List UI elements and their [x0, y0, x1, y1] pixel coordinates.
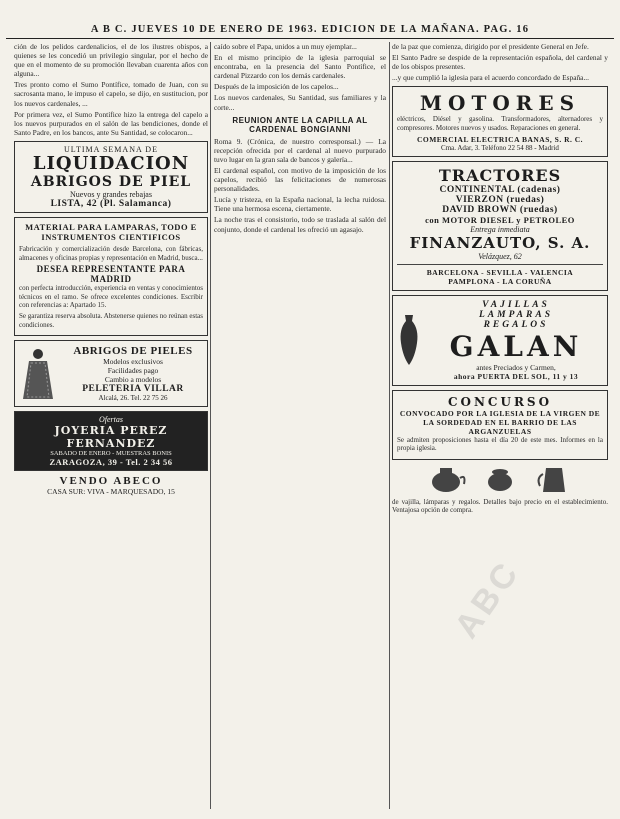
galan-line3: REGALOS [483, 319, 549, 330]
galan-address2: ahora PUERTA DEL SOL, 11 y 13 [453, 371, 579, 381]
abrigos-line1: Modelos exclusivos [103, 357, 163, 367]
watermark: ABC [447, 553, 528, 646]
abrigos-title: ABRIGOS DE PIELES [73, 345, 193, 358]
vendo-title: VENDO ABECO [59, 475, 163, 488]
article-paragraph: ...y que cumplió la iglesia para el acuerdo concordado de España... [392, 73, 590, 83]
column-divider-1 [210, 42, 211, 809]
concurso-ad [392, 390, 608, 460]
concurso-title: CONCURSO [447, 394, 553, 409]
tractores-address: Velázquez, 62 [478, 251, 522, 261]
tractores-entrega: Entrega inmediata [470, 224, 530, 234]
motores-title: MOTORES [419, 91, 581, 116]
article-paragraph: ción de los pelidos cardenalicios, el de los ilustres obispos, a quienes se les concedió un privilegio singular, por el hecho de que en el momento de su promoción llevaban cuarenta años con alguna... [14, 42, 208, 79]
material-ad [14, 217, 208, 336]
tableware-illustration [392, 464, 608, 494]
tractores-ad [392, 161, 608, 291]
tractores-brand: VIERZON (ruedas) [455, 194, 545, 205]
vendo-ad [14, 475, 208, 496]
material-body2: con perfecta introducción, experiencia en ventas y conocimientos técnicos en el ramo. Se ofrece excelentes condiciones. Escribir con referencias a: Apartado 15. [19, 284, 203, 310]
joyeria-name: JOYERIA PEREZ FERNANDEZ [54, 424, 168, 451]
teapot-icon [426, 464, 466, 494]
column-right [392, 42, 608, 813]
motores-address: Cma. Adar, 3. Teléfono 22 54 88 - Madrid [441, 143, 559, 152]
article-paragraph: El cardenal español, con motivo de la imposición de los capelos, recibió las felicitaciones de numerosas personalidades. [214, 165, 386, 194]
article-paragraph: El Santo Padre se despide de la representación española, del cardenal y de los obispos presentes. [392, 53, 608, 72]
article-paragraph: Los nuevos cardenales, Su Santidad, sus familiares y la corte... [214, 93, 386, 112]
abrigos-ad [14, 340, 208, 407]
joyeria-sub: SABADO DE ENERO - MUESTRAS BONIS [50, 450, 172, 458]
galan-line1: VAJILLAS [482, 299, 550, 310]
header-rule [6, 38, 614, 39]
article-paragraph: caído sobre el Papa, unidos a un muy ejemplar... [214, 42, 357, 51]
liquidacion-top: ULTIMA SEMANA DE [64, 144, 158, 154]
motores-ad [392, 86, 608, 156]
tractores-motor: con MOTOR DIESEL y PETROLEO [425, 214, 575, 225]
tractores-cities2: PAMPLONA - LA CORUÑA [448, 276, 552, 286]
concurso-body: CONVOCADO POR LA IGLESIA DE LA VIRGEN DE LA SORDEDAD EN EL BARRIO DE LAS ARGANZUELAS [399, 408, 601, 436]
galan-address1: antes Preciados y Carmen, [476, 362, 556, 372]
tractores-cities: BARCELONA - SEVILLA - VALENCIA [426, 267, 574, 277]
article-paragraph: En el mismo principio de la iglesia parroquial se encontraba, en la presencia del Santo Pontífice, el cardenal Pizzardo con los demás cardenales. [214, 53, 386, 81]
joyeria-ad [14, 411, 208, 471]
liquidacion-subtitle: ABRIGOS DE PIEL [30, 173, 192, 190]
article-paragraph: de la paz que comienza, dirigido por el presidente General en Jefe. [392, 42, 589, 51]
vendo-line: CASA SUR: VIVA - MARQUESADO, 15 [47, 487, 175, 497]
article-paragraph: Lucía y tristeza, en la España nacional, la lecha ruidosa. Tiene una hermosa escena, ciertamente. [214, 195, 386, 214]
abrigos-line3: Cambio a modelos [104, 375, 162, 385]
page-header: A B C. JUEVES 10 DE ENERO DE 1963. EDICION DE LA MAÑANA. PAG. 16 [90, 24, 530, 35]
concurso-body2: Se admiten proposiciones hasta el día 20 de este mes. Informes en la propia iglesia. [397, 435, 603, 453]
bottom-paragraph: de vajilla, lámparas y regalos. Detalles bajo precio en el establecimiento. Ventajosa opción de compra. [392, 497, 608, 515]
material-body: Fabricación y comercialización desde Barcelona, con fábricas, almacenes y oficinas propias y representación en Madrid, busca... [19, 244, 203, 262]
article-paragraph: Roma 9. (Crónica, de nuestro corresponsal.) — La recepción ofrecida por el cardenal al nuevo purpurado tuvo lugar en la gran sala de bancos y galería... [214, 136, 386, 164]
material-title: MATERIAL PARA LAMPARAS, TODO E INSTRUMENTOS CIENTIFICOS [25, 221, 197, 242]
sugar-bowl-icon [480, 464, 520, 494]
article-paragraph: Por primera vez, el Sumo Pontífice hizo la entrega del capelo a los nuevos purpurados en el salón de las bendiciones, donde el Santo Padre, en los bancos, ante Su Santidad, se colocaron... [14, 109, 208, 137]
coffee-pot-icon [534, 464, 574, 494]
column-left [14, 42, 208, 813]
column-divider-2 [389, 42, 390, 809]
liquidacion-sub: Nuevos y grandes rebajas [70, 189, 152, 199]
article-headline: REUNION ANTE LA CAPILLA AL CARDENAL BONGIANNI [232, 115, 368, 134]
abrigos-line2: Facilidades pago [107, 366, 159, 376]
galan-ad [392, 295, 608, 386]
article-paragraph: La noche tras el consistorio, todo se traslada al salón del conjunto, donde el cardenal les ofreció un agasajo. [214, 215, 386, 234]
galan-line2: LAMPARAS [479, 309, 553, 320]
tractores-title: TRACTORES [438, 165, 562, 185]
material-note: Se garantiza reserva absoluta. Abstenerse quienes no reúnan estas condiciones. [19, 311, 203, 329]
article-paragraph: Después de la imposición de los capelos... [214, 82, 339, 92]
abrigos-address: Alcalá, 26. Tel. 22 75 26 [98, 394, 168, 403]
tractores-separator [397, 264, 603, 265]
galan-name: GALAN [449, 329, 583, 363]
motores-desc: eléctricos, Diésel y gasolina. Transformadores, alternadores y compresores. Motores nuevos y usados. Reparaciones en general. [397, 115, 603, 132]
fur-coat-icon [19, 347, 57, 401]
motores-company: COMERCIAL ELECTRICA BANAS, S. R. C. [416, 134, 584, 144]
liquidacion-ad [14, 141, 208, 213]
column-middle [214, 42, 386, 813]
liquidacion-title: LIQUIDACION [32, 152, 190, 174]
joyeria-address: ZARAGOZA, 39 - Tel. 2 34 56 [49, 457, 173, 468]
tractores-brand: CONTINENTAL (cadenas) [439, 184, 561, 195]
material-desea: DESEA REPRESENTANTE PARA MADRID [36, 264, 186, 285]
tractores-brand: DAVID BROWN (ruedas) [442, 204, 558, 215]
article-paragraph: Tres pronto como el Sumo Pontífice, tomado de Juan, con su sacrosanta mano, le impuso el capelo, se dijo, en sustitucion, por los nuevos cardenales, ... [14, 80, 208, 108]
liquidacion-address: LISTA, 42 (Pl. Salamanca) [50, 198, 172, 209]
joyeria-banner: Ofertas [99, 415, 123, 425]
tractores-firm: FINANZAUTO, S. A. [409, 233, 591, 252]
vase-icon [397, 313, 421, 367]
abrigos-shop: PELETERIA VILLAR [82, 384, 184, 395]
